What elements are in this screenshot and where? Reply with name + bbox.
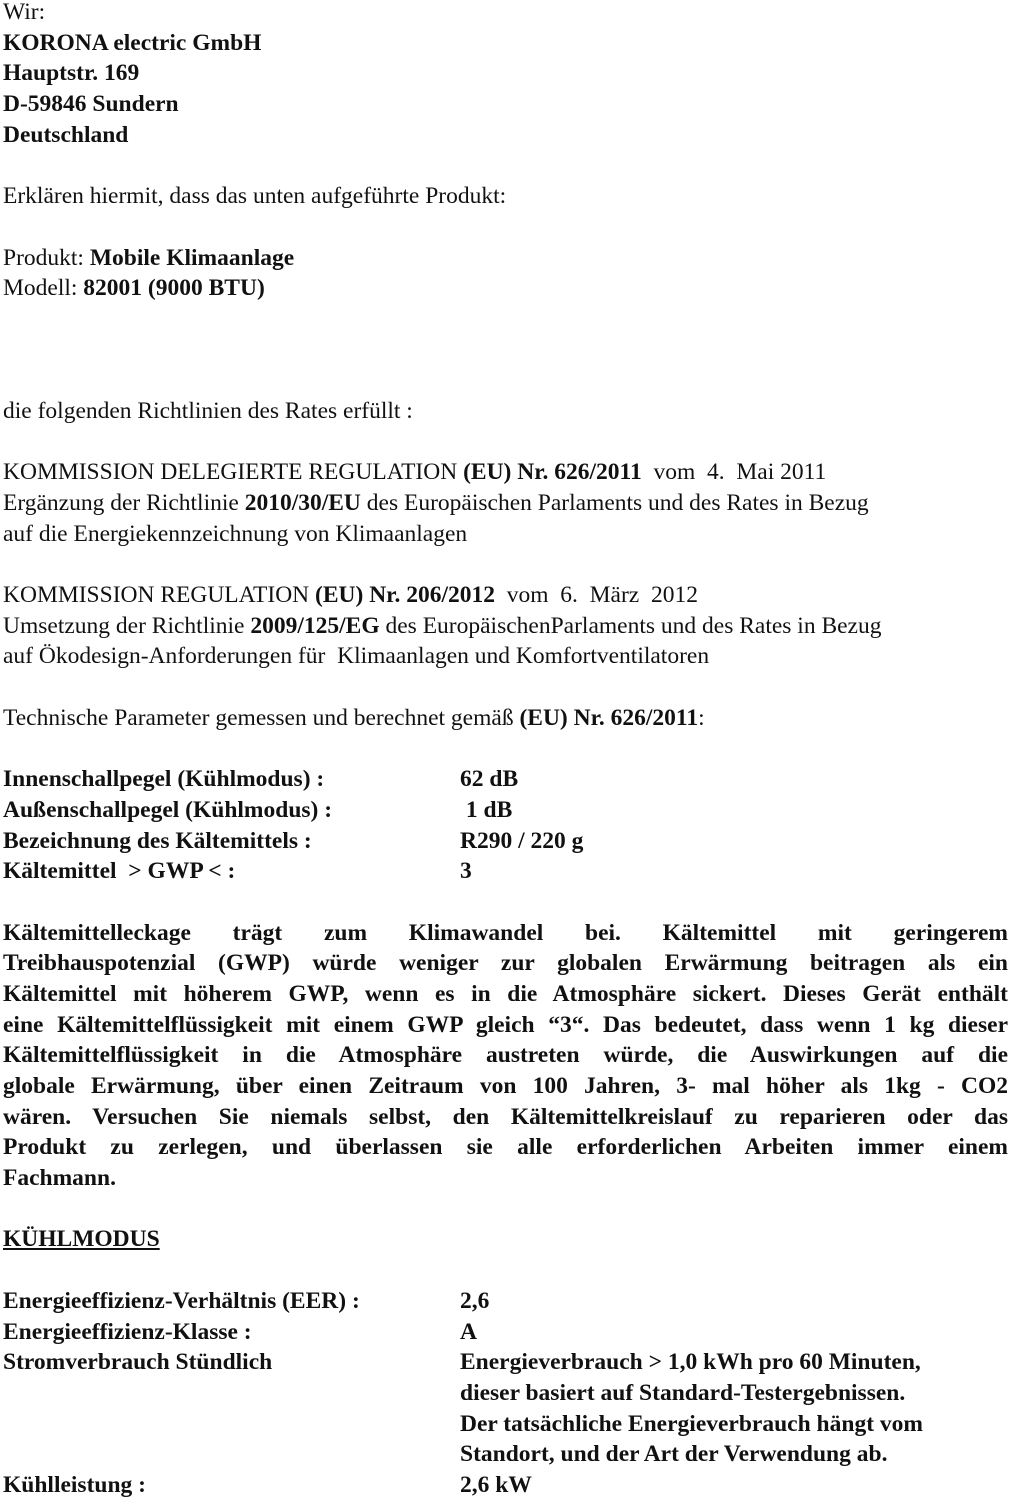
regulation-1-name: KOMMISSION DELEGIERTE REGULATION [3, 459, 464, 486]
power-key: Stromverbrauch Stündlich [3, 1349, 273, 1376]
regulation-2-desc-line [3, 611, 1008, 642]
regulation-1-desc-line-2: auf die Energiekennzeichnung von Klimaanlagen [3, 520, 468, 547]
param-key: Außenschallpegel (Kühlmodus) : [3, 796, 333, 823]
regulation-1-desc-c: des Europäischen Parlaments und des Rates in Bezug [360, 489, 869, 516]
class-value: A [460, 1318, 477, 1345]
sender-block [3, 0, 1008, 150]
regulation-1-directive: 2010/30/EU [244, 489, 361, 516]
param-value: R290 / 220 g [460, 827, 584, 854]
sender-intro: Wir: [3, 0, 46, 25]
sender-city: D-59846 Sundern [3, 91, 179, 118]
regulation-1-desc-a: Ergänzung der Richtlinie [3, 489, 245, 516]
warning-line: Kältemittel mit höherem GWP, wenn es in die Atmosphäre sickert. Dieses Gerät enthält [3, 980, 1008, 1007]
technical-params [3, 764, 1008, 887]
power-line: Standort, und der Art der Verwendung ab. [460, 1441, 888, 1468]
param-row [3, 856, 1008, 887]
regulation-2-name: KOMMISSION REGULATION [3, 582, 316, 608]
technical-intro-colon: : [698, 704, 705, 731]
warning-line: eine Kältemittelflüssigkeit mit einem GWP gleich “3“. Das bedeutet, dass wenn 1 kg dieser [3, 1011, 1008, 1038]
model-line [3, 273, 1008, 304]
product-value: Mobile Klimaanlage [89, 244, 295, 271]
param-row [3, 795, 1008, 826]
product-line [3, 243, 1008, 274]
regulation-2-ref: (EU) Nr. 206/2012 [315, 582, 495, 608]
cooling-row-power [3, 1347, 1008, 1470]
regulation-1-desc-line [3, 488, 1008, 519]
regulation-1-title [3, 457, 1008, 488]
regulation-1-date: vom 4. Mai 2011 [641, 459, 827, 486]
param-row [3, 764, 1008, 795]
capacity-key: Kühlleistung : [3, 1471, 146, 1498]
power-line: Energieverbrauch > 1,0 kWh pro 60 Minuten, [460, 1349, 921, 1376]
fulfils-statement: die folgenden Richtlinien des Rates erfüllt : [3, 397, 413, 424]
regulation-2-desc-a: Umsetzung der Richtlinie [3, 612, 251, 639]
regulation-block-1 [3, 457, 1008, 549]
warning-line: Treibhauspotenzial (GWP) würde weniger zur globalen Erwärmung beitragen als ein [3, 950, 1008, 977]
warning-line: Fachmann. [3, 1165, 116, 1192]
warning-line: Kältemittelflüssigkeit in die Atmosphäre austreten würde, die Auswirkungen auf die [3, 1042, 1008, 1069]
param-value: 3 [460, 858, 472, 885]
declaration-document [3, 0, 1008, 1501]
model-label: Modell: [3, 275, 84, 302]
regulation-2-directive: 2009/125/EG [250, 612, 380, 639]
regulation-block-2 [3, 580, 1008, 672]
sender-company: KORONA electric GmbH [3, 29, 262, 56]
warning-line: globale Erwärmung, über einen Zeitraum von 100 Jahren, 3- mal höher als 1kg - CO2 [3, 1073, 1008, 1099]
warning-line: Kältemittelleckage trägt zum Klimawandel bei. Kältemittel mit geringerem [3, 919, 1008, 946]
power-line: dieser basiert auf Standard-Testergebnissen. [460, 1379, 906, 1406]
technical-intro-ref: (EU) Nr. 626/2011 [519, 704, 699, 731]
cooling-heading: KÜHLMODUS [3, 1226, 160, 1253]
regulation-2-date: vom 6. März 2012 [494, 582, 698, 608]
power-value [460, 1347, 923, 1470]
regulation-2-title [3, 580, 1008, 611]
param-key: Bezeichnung des Kältemittels : [3, 827, 312, 854]
eer-value: 2,6 [460, 1287, 490, 1314]
class-key: Energieeffizienz-Klasse : [3, 1318, 252, 1345]
regulation-2-desc-c: des EuropäischenParlaments und des Rates in Bezug [379, 612, 882, 639]
param-value: 1 dB [460, 796, 513, 823]
cooling-row-capacity [3, 1470, 1008, 1501]
warning-line: wären. Versuchen Sie niemals selbst, den Kältemittelkreislauf zu reparieren oder das [3, 1103, 1008, 1130]
declaration-statement: Erklären hiermit, dass das unten aufgeführte Produkt: [3, 183, 507, 210]
warning-line: Produkt zu zerlegen, und überlassen sie alle erforderlichen Arbeiten immer einem [3, 1134, 1008, 1161]
cooling-row-class [3, 1317, 1008, 1348]
cooling-row-eer [3, 1286, 1008, 1317]
param-key: Innenschallpegel (Kühlmodus) : [3, 766, 325, 793]
refrigerant-warning [3, 918, 1008, 1194]
eer-key: Energieeffizienz-Verhältnis (EER) : [3, 1287, 360, 1314]
sender-country: Deutschland [3, 121, 129, 148]
param-row [3, 826, 1008, 857]
param-key: Kältemittel > GWP < : [3, 858, 236, 885]
technical-intro-text: Technische Parameter gemessen und berechnet gemäß [3, 704, 520, 731]
regulation-1-ref: (EU) Nr. 626/2011 [463, 459, 642, 486]
capacity-value: 2,6 kW [460, 1471, 532, 1498]
param-value: 62 dB [460, 766, 519, 793]
model-value: 82001 (9000 BTU) [83, 275, 265, 302]
regulation-2-desc-line-2: auf Ökodesign-Anforderungen für Klimaanlagen und Komfortventilatoren [3, 643, 710, 670]
cooling-params [3, 1286, 1008, 1501]
sender-street: Hauptstr. 169 [3, 60, 140, 87]
product-label: Produkt: [3, 244, 90, 271]
power-line: Der tatsächliche Energieverbrauch hängt vom [460, 1410, 923, 1437]
technical-intro [3, 703, 1008, 734]
